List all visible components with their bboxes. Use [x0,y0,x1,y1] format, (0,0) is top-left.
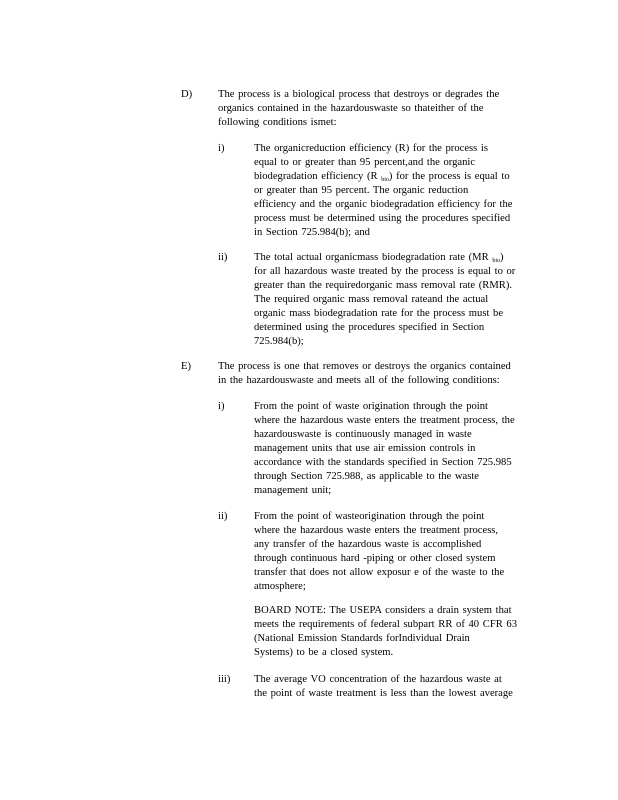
text-line: any transfer of the hazardous waste is accomplished [254,539,482,550]
section-e-label: E) [181,361,191,372]
section-d-intro [218,88,528,130]
text-line: process must be determined using the procedures specified [254,213,511,224]
text-line: management unit; [254,485,332,496]
item-e-iii-text [254,673,538,701]
text-line: transfer that does not allow exposur e of the waste to the [254,567,505,578]
text-line: following conditions ismet: [218,117,337,128]
text-line: greater than the requiredorganic mass removal rate (RMR). [254,280,513,291]
text-line: the point of waste treatment is less than the lowest average [254,688,513,699]
text-line: The required organic mass removal rateand the actual [254,294,489,305]
item-e-ii-text [254,510,538,594]
text-line: in Section 725.984(b); and [254,227,370,238]
text-line: hazardouswaste is continuously managed in waste [254,429,472,440]
text-line: in the hazardouswaste and meets all of the following conditions: [218,375,500,386]
item-d-ii-text [254,251,538,349]
text-line: biodegradation efficiency (R $_{bio}$) for the process is equal to [254,171,510,183]
item-d-ii-label: ii) [218,252,228,263]
text-line: From the point of waste origination through the point [254,401,488,412]
text-line: The process is one that removes or destroys the organics contained [218,361,511,372]
text-line: through continuous hard -piping or other closed system [254,553,496,564]
text-line: organics contained in the hazardouswaste so thateither of the [218,103,484,114]
item-d-i-text [254,142,538,240]
section-e-intro [218,360,532,388]
text-line: for all hazardous waste treated by the process is equal to or [254,266,516,277]
item-e-ii-label: ii) [218,511,228,522]
text-line: BOARD NOTE: The USEPA considers a drain system that [254,605,512,616]
text-line: management units that use air emission controls in [254,443,476,454]
text-line: atmosphere; [254,581,306,592]
text-line: The process is a biological process that destroys or degrades the [218,89,500,100]
text-line: meets the requirements of federal subpart RR of 40 CFR 63 [254,619,518,630]
item-e-i-text [254,400,540,498]
text-line: determined using the procedures specified in Section [254,322,485,333]
text-line: 725.984(b); [254,336,304,347]
text-line: From the point of wasteorigination through the point [254,511,485,522]
section-d-label: D) [181,89,193,100]
item-e-iii-label: iii) [218,674,231,685]
text-line: or greater than 95 percent. The organic reduction [254,185,469,196]
text-line: equal to or greater than 95 percent,and the organic [254,157,476,168]
bio-subscript: bio [381,177,389,183]
item-d-i-label: i) [218,143,225,154]
item-e-i-label: i) [218,401,225,412]
text-line: where the hazardous waste enters the treatment process, [254,525,499,536]
bio-subscript: bio [492,258,500,264]
board-note [254,604,540,660]
text-line: The organicreduction efficiency (R) for the process is [254,143,488,154]
text-line: (National Emission Standards forIndividual Drain [254,633,470,644]
text-line: The average VO concentration of the hazardous waste at [254,674,502,685]
text-line: through Section 725.988, as applicable to the waste [254,471,480,482]
text-line: The total actual organicmass biodegradation rate (MR $_{bio}$) [254,252,504,264]
text-line: efficiency and the organic biodegradation efficiency for the [254,199,513,210]
text-line: accordance with the standards specified in Section 725.985 [254,457,512,468]
text-line: where the hazardous waste enters the treatment process, the [254,415,515,426]
text-line: Systems) to be a closed system. [254,647,394,658]
text-line: organic mass biodegradation rate for the process must be [254,308,504,319]
